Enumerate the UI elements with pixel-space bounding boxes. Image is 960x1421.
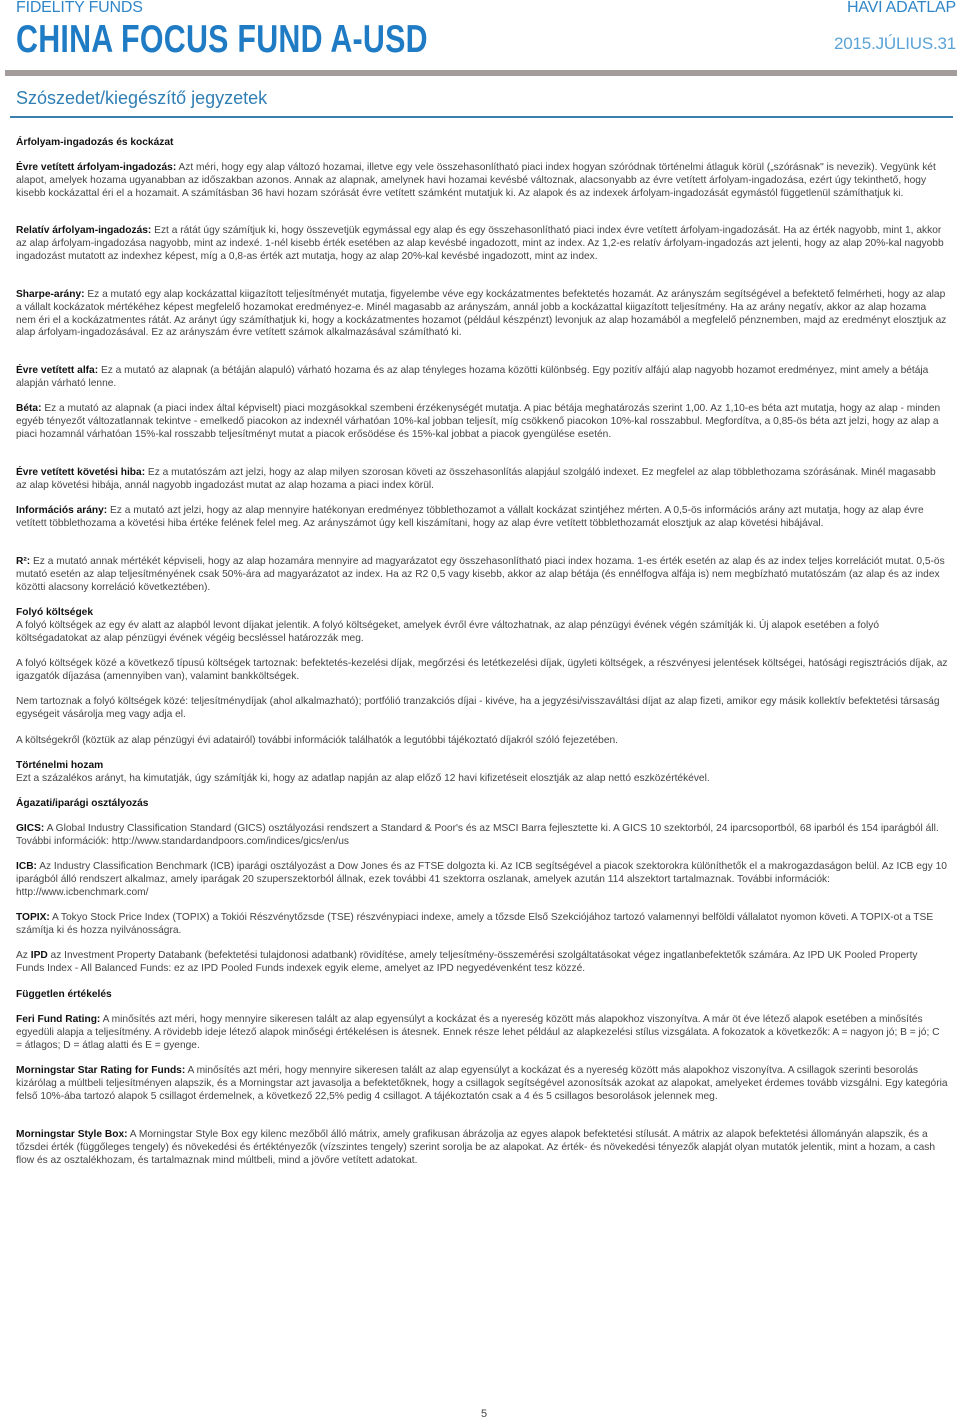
term: Évre vetített árfolyam-ingadozás: xyxy=(16,162,177,173)
definition: Ez a mutató az alapnak (a piaci index által képviselt) piaci mozgásokkal szembeni érzékenységét mutatja. A piac bétája meghatározás szerint 1,00. Az 1,10-es béta azt mutatja, hogy az alap - minden egyéb tényezőt változatlannak tekintve - emelkedő piacokon az indexnél várhatóan 10%-kal jobban teljesít, míg csökkenő piacokon 10%-kal rosszabbul. Megfordítva, a 0,85-ös béta azt jelzi, hogy az alap a piaci hozamnál várhatóan 15%-kal rosszabb teljesítményt mutat a piacok erősödése és 15%-kal jobbat a piacok gyengülése esetén. xyxy=(16,403,941,440)
glossary-sharpe xyxy=(16,289,948,340)
glossary-ipd xyxy=(16,950,948,976)
definition: Ez a mutató azt jelzi, hogy az alap mennyire hatékonyan eredményez többlethozamot a vállalt kockázat szintjéhez mérten. A 0,5-ös információs arány azt mutatja, hogy az alap évre vetített többlethozama a követési hiba értéke felének felel meg. Az arányszámot úgy kell kiszámítani, hogy az alap évre vetített többlethozamát elosztjuk az alap követési hibájával. xyxy=(16,505,924,529)
glossary-gics xyxy=(16,823,948,849)
definition: A minősítés azt méri, hogy mennyire sikeresen talált az alap egyensúlyt a kockázat és a nyereség között más alapokhoz viszonyítva. A már öt éve létező alapok esetében a minősítés egyedüli alapja a teljesítmény. A rövidebb ideje létező alapok minőségi értékelésen is átesnek. Ennek része lehet például az alapkezelési stílus vizsgálata. A fokozatok a következők: A = nagyon jó; B = jó; C = átlagos; D = átlag alatti és E = gyenge. xyxy=(16,1014,940,1051)
definition: A Tokyo Stock Price Index (TOPIX) a Tokiói Részvénytőzsde (TSE) részvénypiaci indexe, amely a tőzsde Első Szekciójához tartozó valamennyi belföldi vállalatot nyomon követi. A TOPIX-ot a TSE számítja ki és hozza nyilvánosságra. xyxy=(16,912,934,936)
term: Relatív árfolyam-ingadozás: xyxy=(16,225,152,236)
definition: Ezt a rátát úgy számítjuk ki, hogy összevetjük egymással egy alap és egy összehasonlítható piaci index évre vetített árfolyam-ingadozását. Ha az érték nagyobb, mint 1, akkor az alap árfolyam-ingadozása nagyobb, mint az indexé. 1-nél kisebb érték esetében az alap kevésbé ingadozott, mint az index. Az 1,2-es relatív árfolyam-ingadozás azt jelenti, hogy az alap 20%-kal nagyobb ingadozást mutatott az indexhez képest, míg a 0,8-as érték azt mutatja, hogy az alap 20%-kal kevésbé ingadozott, mint az index. xyxy=(16,225,944,262)
paragraph: A folyó költségek közé a következő típusú költségek tartoznak: befektetés-kezelési díjak, megőrzési és letétkezelési díjak, ügyleti költségek, a részvényesi jelentések költségei, hatósági regisztrációs díjak, az igazgatók díjazása (amennyiben van), valamint bankköltségek. xyxy=(16,658,948,682)
page-number: 5 xyxy=(481,1408,488,1420)
definition: Az Industry Classification Benchmark (ICB) iparági osztályozást a Dow Jones és az FTSE dolgozta ki. Az ICB segítségével a piacok szektorokra különíthetők el a makrogazdaságon belül. Az ICB egy 10 iparágból álló rendszert alkalmaz, amely iparágak 20 szuperszektorból állnak, ezek további 41 szektorra oszlanak, amelyek azután 114 alszektort tartalmaznak. További információk: http://www.icbenchmark.com/ xyxy=(16,861,947,898)
glossary-topix xyxy=(16,912,948,938)
definition: Ez a mutató az alapnak (a bétáján alapuló) várható hozama és az alap tényleges hozama közötti különbség. Egy pozitív alfájú alap nagyobb hozamot eredményez, mint amely a bétája alapján várható lenne. xyxy=(16,365,929,389)
glossary-icb xyxy=(16,861,948,899)
term: Feri Fund Rating: xyxy=(16,1014,101,1025)
definition: A Morningstar Style Box egy kilenc mezőből álló mátrix, amely grafikusan ábrázolja az egyes alapok befektetési stílusát. A mátrix az alapok befektetési állományán alapszik, és a tőzsdei érték (függőleges tengely) és növekedési és értéktényezők (vízszintes tengely) szerint sorolja be az alapokat. Az érték- és növekedési tényezők alapját olyan mutatók jelentik, mint a hozam, a cash flow és az osztalékhozam, és tartalmaznak mind múltbeli, mind a jövőre vetített adatokat. xyxy=(16,1129,936,1166)
heading-risk: Árfolyam-ingadozás és kockázat xyxy=(16,137,174,148)
glossary-relative-volatility xyxy=(16,225,948,263)
heading-sector: Ágazati/iparági osztályozás xyxy=(16,798,149,809)
historic-yield xyxy=(16,760,948,786)
term: Információs arány: xyxy=(16,505,108,516)
glossary-volatility xyxy=(16,162,948,200)
glossary-alpha xyxy=(16,365,948,391)
brand-name: FIDELITY FUNDS xyxy=(16,0,143,16)
glossary-tracking-error xyxy=(16,467,948,493)
paragraph: A folyó költségek az egy év alatt az alapból levont díjakat jelentik. A folyó költségeket, amelyek évről évre változhatnak, az alap pénzügyi évének végén számítják ki. Új alapok esetében a folyó költségadatokat az alap pénzügyi évének végéig becsléssel határozzák meg. xyxy=(16,619,880,644)
glossary-feri xyxy=(16,1014,948,1052)
heading-ongoing-charges: Folyó költségek xyxy=(16,607,93,618)
definition: az Investment Property Databank (befektetési tulajdonosi adatbank) rövidítése, amely teljesítmény-összemérési szolgáltatásokat végez ingatlanbefektetők számára. Az IPD UK Pooled Property Funds Index - All Balanced Funds: ez az IPD Pooled Funds indexek egyik eleme, amelyet az IPD negyedévenként tesz közzé. xyxy=(16,950,918,974)
glossary-morningstar-style xyxy=(16,1129,948,1167)
term: GICS: xyxy=(16,823,45,834)
term: Morningstar Star Rating for Funds: xyxy=(16,1065,186,1076)
fund-title: CHINA FOCUS FUND A-USD xyxy=(16,18,428,61)
definition: Ez a mutatószám azt jelzi, hogy az alap milyen szorosan követi az összehasonlítás alapjául szolgáló indexet. Ez megfelel az alap többlethozama szórásának. Minél magasabb az alap követési hibája, annál nagyobb ingadozást mutat az alap hozama a piaci index körül. xyxy=(16,467,936,491)
term: Évre vetített alfa: xyxy=(16,365,99,376)
section-title: Szószedet/kiegészítő jegyzetek xyxy=(16,88,268,108)
definition: A minősítés azt méri, hogy mennyire sikeresen talált az alap egyensúlyt a kockázat és a nyereség között más alapokhoz viszonyítva. A csillagok szerinti besorolás kizárólag a múltbeli teljesítményen alapszik, és a Morningstar azt javasolja a befektetőknek, hogy a csillagok segítségével azonosítsák azokat az alapokat, amelyeket érdemes tovább vizsgálni. Egy kategória felső 10%-ába tartozó alapok 5 csillagot érdemelnek, a következő 22,5% pedig 4 csillagot. A tájékoztatón csak a 4 és 5 csillagos besorolások jelennek meg. xyxy=(16,1065,948,1102)
paragraph: A költségekről (köztük az alap pénzügyi évi adatairól) további információk találhatók a legutóbbi tájékoztató díjakról szóló fejezetében. xyxy=(16,735,618,746)
term: Évre vetített követési hiba: xyxy=(16,467,146,478)
paragraph: Nem tartoznak a folyó költségek közé: teljesítménydíjak (ahol alkalmazható); portfólió tranzakciós díjai - kivéve, ha a jegyzési/visszaváltási díjat az alap fizeti, amikor egy másik kollektív befektetési társaság egységeit vásárolja meg vagy adja el. xyxy=(16,696,940,720)
definition: A Global Industry Classification Standard (GICS) osztályozási rendszert a Standard & Poor's és az MSCI Barra fejlesztette ki. A GICS 10 szektorból, 24 iparcsoportból, 68 iparból és 154 iparágból áll. További információk: http://www.standardandpoors.com/indices/gics/en/us xyxy=(16,823,939,847)
definition: Ez a mutató annak mértékét képviseli, hogy az alap hozamára mennyire ad magyarázatot egy összehasonlítható piaci index hozama. 1-es érték esetén az alap és az index teljes korrelációt mutat. 0,5-ös mutató esetén az alap teljesítményének csak 50%-ára ad magyarázatot az index. Ha az R2 0,5 vagy kisebb, akkor az alap bétája (és ennélfogva alfája is) nem megbízható mutatószám (az alap és az index közötti alacsony korreláció következtében). xyxy=(16,556,945,593)
term: Béta: xyxy=(16,403,42,414)
heading-ratings: Független értékelés xyxy=(16,989,112,1000)
ongoing-charges xyxy=(16,607,948,645)
definition: Azt méri, hogy egy alap változó hozamai, illetve egy vele összehasonlítható piaci index hogyan szóródnak történelmi átlaguk körül („szórásnak" is nevezik). Vegyünk két alapot, amelyek hozama ugyanabban az időszakban azonos. Annak az alapnak, amelynek havi hozamai kevésbé változnak, alacsonyabb az évre vetített árfolyam-ingadozása, ezért úgy tekinthető, hogy kisebb kockázattal éri el a hozamait. A számításban 36 havi hozam szórását évre vetített számként mutatjuk ki. Az alapok és az indexek árfolyam-ingadozását egymástól függetlenül számíthatjuk ki. xyxy=(16,162,936,199)
glossary-r-squared xyxy=(16,556,948,594)
term: Morningstar Style Box: xyxy=(16,1129,128,1140)
glossary-morningstar-star xyxy=(16,1065,948,1103)
term: Sharpe-arány: xyxy=(16,289,85,300)
glossary-beta xyxy=(16,403,948,441)
header-divider xyxy=(5,70,957,76)
section-divider xyxy=(10,116,953,118)
document-type: HAVI ADATLAP xyxy=(846,0,956,16)
heading-historic-yield: Történelmi hozam xyxy=(16,760,104,771)
term: R²: xyxy=(16,556,31,567)
glossary-information-ratio xyxy=(16,505,948,531)
paragraph: Ezt a százalékos arányt, ha kimutatják, úgy számítják ki, hogy az adatlap napján az alap előző 12 havi kifizetéseit elosztják az alap nettó eszközértékével. xyxy=(16,772,710,784)
term: IPD xyxy=(30,950,48,961)
term: TOPIX: xyxy=(16,912,50,923)
term: ICB: xyxy=(16,861,37,872)
document-date: 2015.JÚLIUS.31 xyxy=(834,34,956,53)
definition: Ez a mutató egy alap kockázattal kiigazított teljesítményét mutatja, figyelembe véve egy kockázatmentes befektetés hozamát. Az arányszám segítségével a befektető felmérheti, hogy az alap a vállalt kockázatok mértékéhez képest megfelelő hozamokat eredményez-e. Minél magasabb az arányszám, annál jobb a kockázattal kiigazított teljesítmény. Ha az arány negatív, akkor az alap hozama nem éri el a kockázatmentes rátát. Az arányt úgy számíthatjuk ki, hogy a kockázatmentes hozamot (például készpénzt) levonjuk az alap hozamából a megfelelő pénznemben, majd az eredményt elosztjuk az alap árfolyam-ingadozásával. Ez az arányszám évre vetített számok alkalmazásával számítható ki. xyxy=(16,289,947,339)
prefix: Az xyxy=(16,950,31,961)
